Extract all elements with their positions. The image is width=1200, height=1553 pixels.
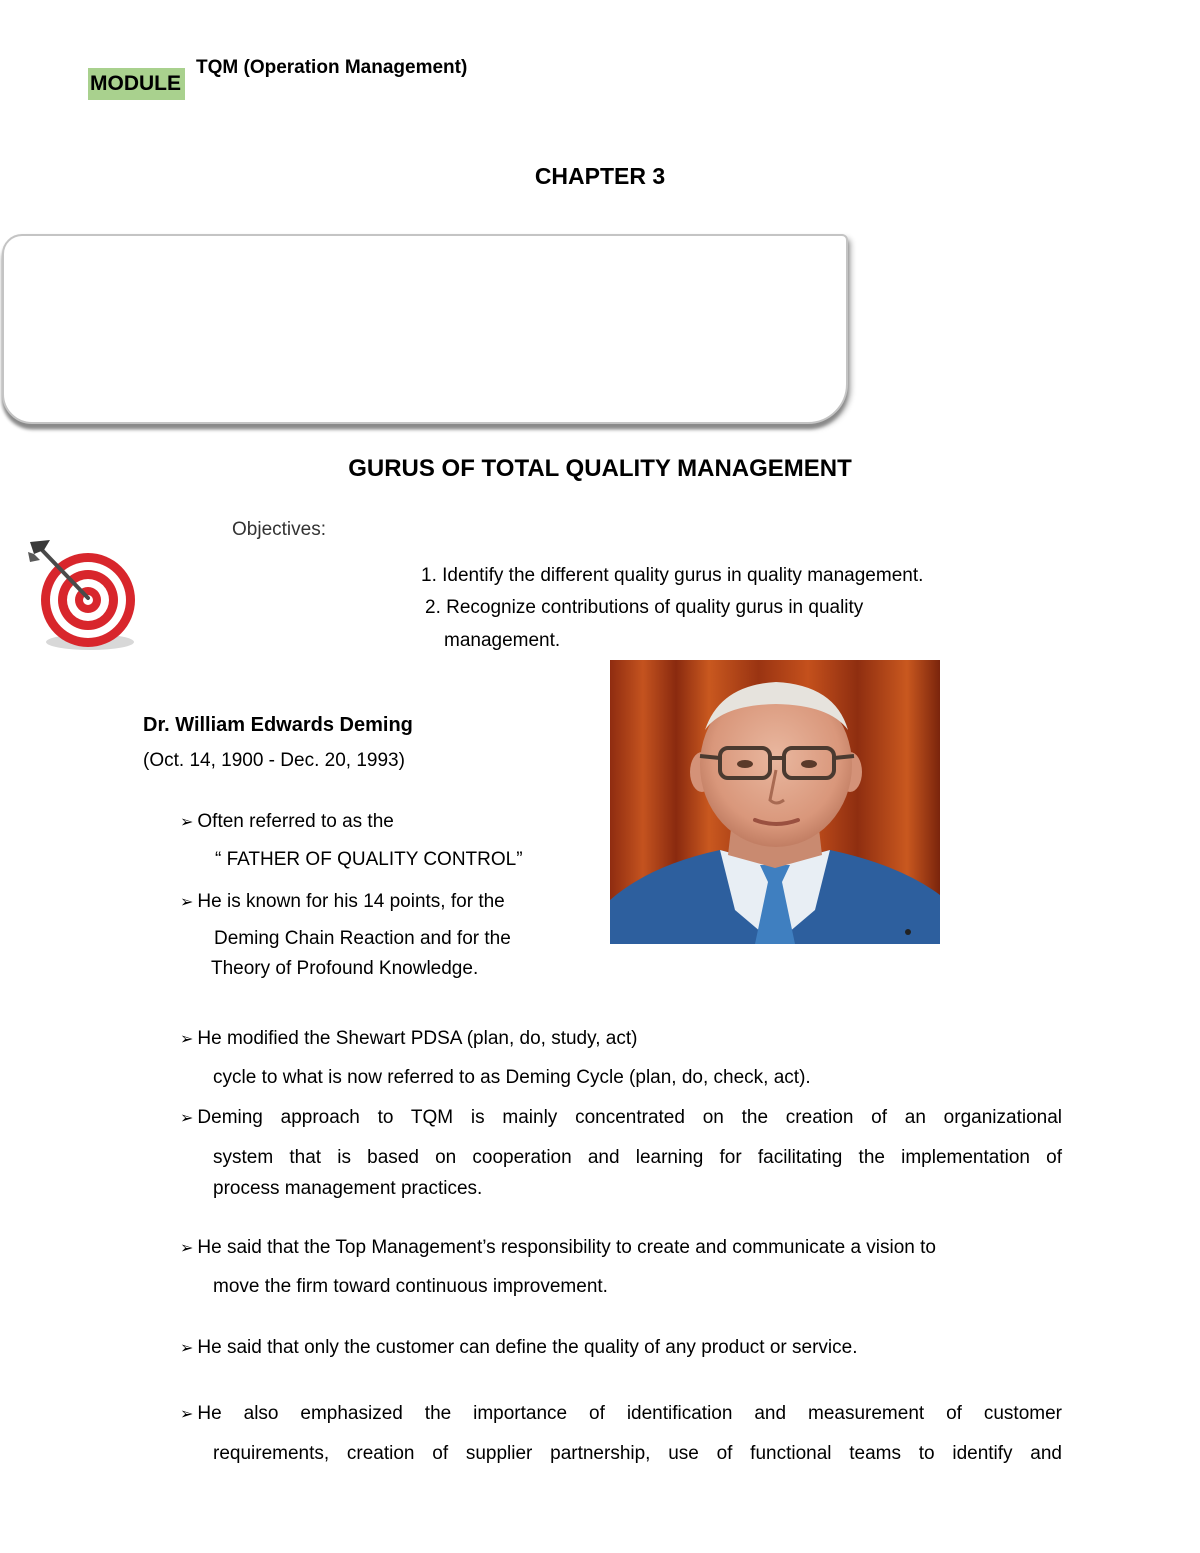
bullet-3-line-1: ➢ He modified the Shewart PDSA (plan, do, study, act) (180, 1028, 638, 1049)
objective-item-2: 2. Recognize contributions of quality gurus in quality (425, 597, 864, 618)
bullet-2-line-3: Theory of Profound Knowledge. (211, 958, 479, 979)
bullet-1-line-1: ➢ Often referred to as the (180, 811, 394, 832)
deming-portrait (610, 660, 940, 944)
guru-dates: (Oct. 14, 1900 - Dec. 20, 1993) (143, 750, 405, 771)
bullet-1-line-2: “ FATHER OF QUALITY CONTROL” (215, 849, 523, 870)
arrowhead-bullet-icon: ➢ (180, 1110, 194, 1127)
bullet-5-line-2: move the firm toward continuous improvement. (213, 1276, 608, 1297)
section-title: GURUS OF TOTAL QUALITY MANAGEMENT (348, 455, 852, 482)
chapter-title: CHAPTER 3 (534, 163, 666, 189)
guru-name: Dr. William Edwards Deming (143, 714, 413, 736)
bullet-7-line-1: ➢ He also emphasized the importance of identification and measurement of customer (180, 1403, 1062, 1424)
bullet-3-line-2: cycle to what is now referred to as Deming Cycle (plan, do, check, act). (213, 1067, 811, 1088)
bullet-4-line-2: system that is based on cooperation and learning for facilitating the implementation of (213, 1147, 1062, 1168)
bullet-2-line-2: Deming Chain Reaction and for the (214, 928, 511, 949)
bullet-4-line-3: process management practices. (213, 1178, 483, 1199)
bullet-6-line-1: ➢ He said that only the customer can define the quality of any product or service. (180, 1337, 858, 1358)
objectives-label: Objectives: (232, 519, 326, 540)
bullet-5-line-1: ➢ He said that the Top Management’s responsibility to create and communicate a vision to (180, 1237, 937, 1258)
objective-item-1: 1. Identify the different quality gurus in quality management. (421, 565, 924, 586)
arrowhead-bullet-icon: ➢ (180, 1406, 194, 1423)
bullet-4-line-1: ➢ Deming approach to TQM is mainly concentrated on the creation of an organizational (180, 1107, 1062, 1128)
target-with-dart-icon (20, 530, 145, 655)
chapter-text-box (2, 234, 848, 424)
arrowhead-bullet-icon: ➢ (180, 814, 194, 831)
course-title: TQM (Operation Management) (196, 57, 468, 78)
bullet-7-line-2: requirements, creation of supplier partnership, use of functional teams to identify and (213, 1443, 1062, 1464)
arrowhead-bullet-icon: ➢ (180, 1340, 194, 1357)
arrowhead-bullet-icon: ➢ (180, 1240, 194, 1257)
objective-item-2-continued: management. (444, 630, 561, 651)
bullet-2-line-1: ➢ He is known for his 14 points, for the (180, 891, 505, 912)
module-tag: MODULE (88, 68, 185, 100)
arrowhead-bullet-icon: ➢ (180, 894, 194, 911)
arrowhead-bullet-icon: ➢ (180, 1031, 194, 1048)
